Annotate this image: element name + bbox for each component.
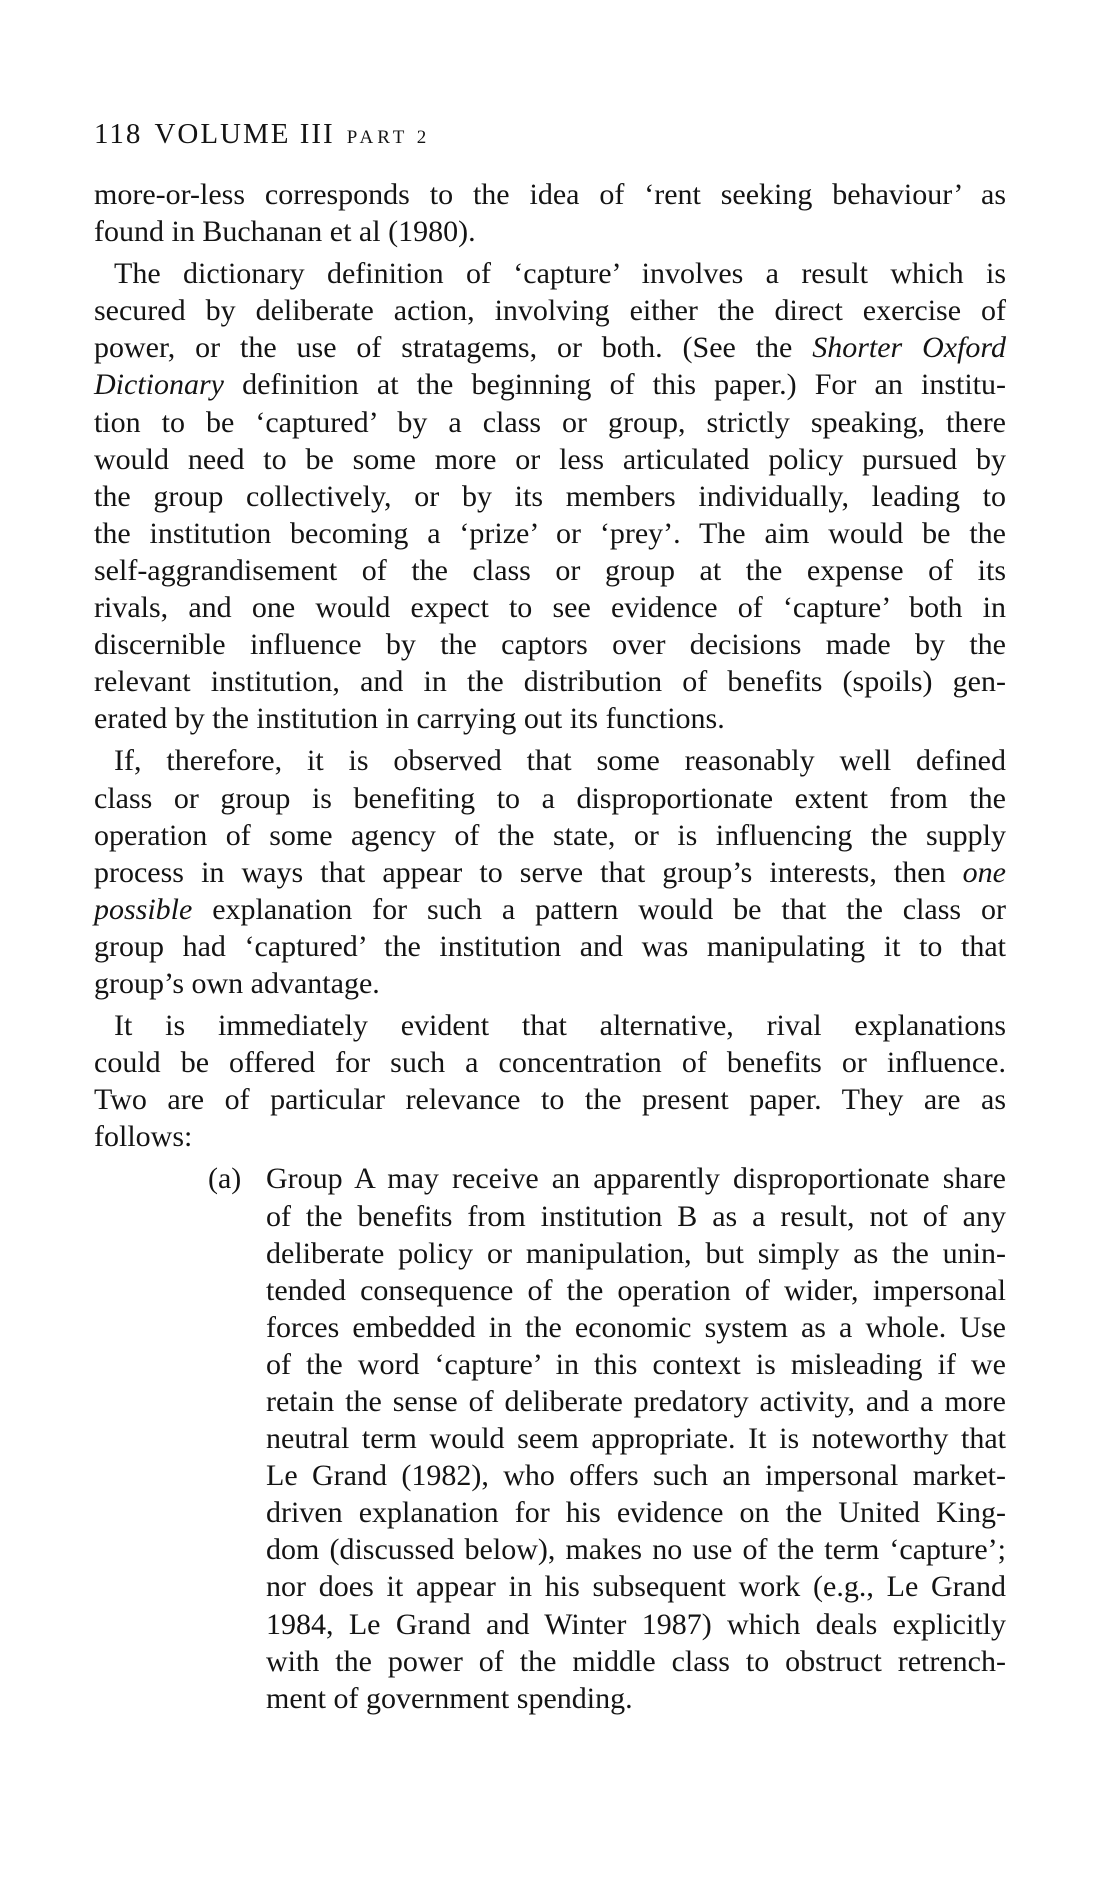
text-line: erated by the institution in carrying out its functions. [94,702,725,736]
text-line: tended consequence of the operation of wider, impersonal [266,1273,1006,1307]
volume-label: VOLUME III [154,118,335,150]
text-run: definition at the beginning of this paper.) For an institu- [223,368,1006,402]
text-line: the institution becoming a ‘prize’ or ‘prey’. The aim would be the [94,516,1006,550]
text-line: 1984, Le Grand and Winter 1987) which deals explicitly [266,1607,1006,1641]
text-line: nor does it appear in his subsequent work (e.g., Le Grand [266,1570,1006,1604]
paragraph-capture-definition [94,255,1006,737]
text-line [94,329,1006,366]
text-line: operation of some agency of the state, or is influencing the supply [94,818,1006,852]
text-line: secured by deliberate action, involving either the direct exercise of [94,294,1006,328]
emphasis-italic: possible [94,892,193,926]
text-line [94,854,1006,891]
text-line: neutral term would seem appropriate. It is noteworthy that [266,1422,1006,1456]
text-line: tion to be ‘captured’ by a class or group, strictly speaking, there [94,405,1006,439]
body-text [94,176,1006,1717]
text-line: Le Grand (1982), who offers such an impersonal market- [266,1459,1006,1493]
text-run: explanation for such a pattern would be that the class or [192,892,1006,926]
text-line: dom (discussed below), makes no use of the term ‘capture’; [266,1533,1006,1567]
text-line: ment of government spending. [266,1681,633,1715]
running-head [94,118,430,151]
text-line: of the word ‘capture’ in this context is misleading if we [266,1347,1006,1381]
dictionary-title-italic: Dictionary [94,368,224,402]
text-line: the group collectively, or by its members individually, leading to [94,479,1006,513]
text-line: The dictionary definition of ‘capture’ involves a result which is [114,257,1006,291]
text-line: discernible influence by the captors over decisions made by the [94,628,1006,662]
text-line [94,891,1006,928]
text-line: could be offered for such a concentration of benefits or influence. [94,1046,1006,1080]
text-line: driven explanation for his evidence on the United King- [266,1496,1006,1530]
text-line: If, therefore, it is observed that some reasonably well defined [114,744,1006,778]
text-line: rivals, and one would expect to see evidence of ‘capture’ both in [94,591,1006,625]
text-line: group’s own advantage. [94,966,380,1000]
dictionary-title-italic: Shorter Oxford [812,331,1006,365]
text-line: found in Buchanan et al (1980). [94,215,476,249]
text-line [94,366,1006,403]
text-line: retain the sense of deliberate predatory activity, and a more [266,1385,1006,1418]
text-line: group had ‘captured’ the institution and was manipulating it to that [94,929,1006,963]
paragraph-continuation [94,176,1006,250]
paragraph-possible-explanation [94,742,1006,1002]
list-item-body [266,1160,1006,1716]
list-item-label: (a) [208,1162,242,1196]
text-line: forces embedded in the economic system as a whole. Use [266,1310,1006,1344]
text-line: self-aggrandisement of the class or group at the expense of its [94,553,1006,587]
text-line: more-or-less corresponds to the idea of ‘rent seeking behaviour’ as [94,178,1006,211]
text-line: would need to be some more or less articulated policy pursued by [94,442,1006,476]
text-line: of the benefits from institution B as a result, not of any [266,1199,1006,1233]
text-line: class or group is benefiting to a disproportionate extent from the [94,781,1006,815]
text-line: with the power of the middle class to obstruct retrench- [266,1644,1006,1678]
text-run: power, or the use of stratagems, or both. (See the [94,331,813,365]
text-line: deliberate policy or manipulation, but simply as the unin- [266,1236,1006,1270]
list-item-a [94,1160,1006,1716]
part-label: PART 2 [346,127,431,148]
text-line: follows: [94,1120,193,1154]
paragraph-rival-explanations [94,1007,1006,1155]
text-line: relevant institution, and in the distribution of benefits (spoils) gen- [94,665,1006,699]
text-line: Two are of particular relevance to the present paper. They are as [94,1083,1006,1117]
text-run: process in ways that appear to serve that group’s interests, then [94,855,963,889]
emphasis-italic: one [962,855,1006,889]
text-line: Group A may receive an apparently disproportionate share [266,1162,1006,1196]
text-line: It is immediately evident that alternative, rival explanations [114,1009,1006,1043]
page-number: 118 [94,118,143,150]
